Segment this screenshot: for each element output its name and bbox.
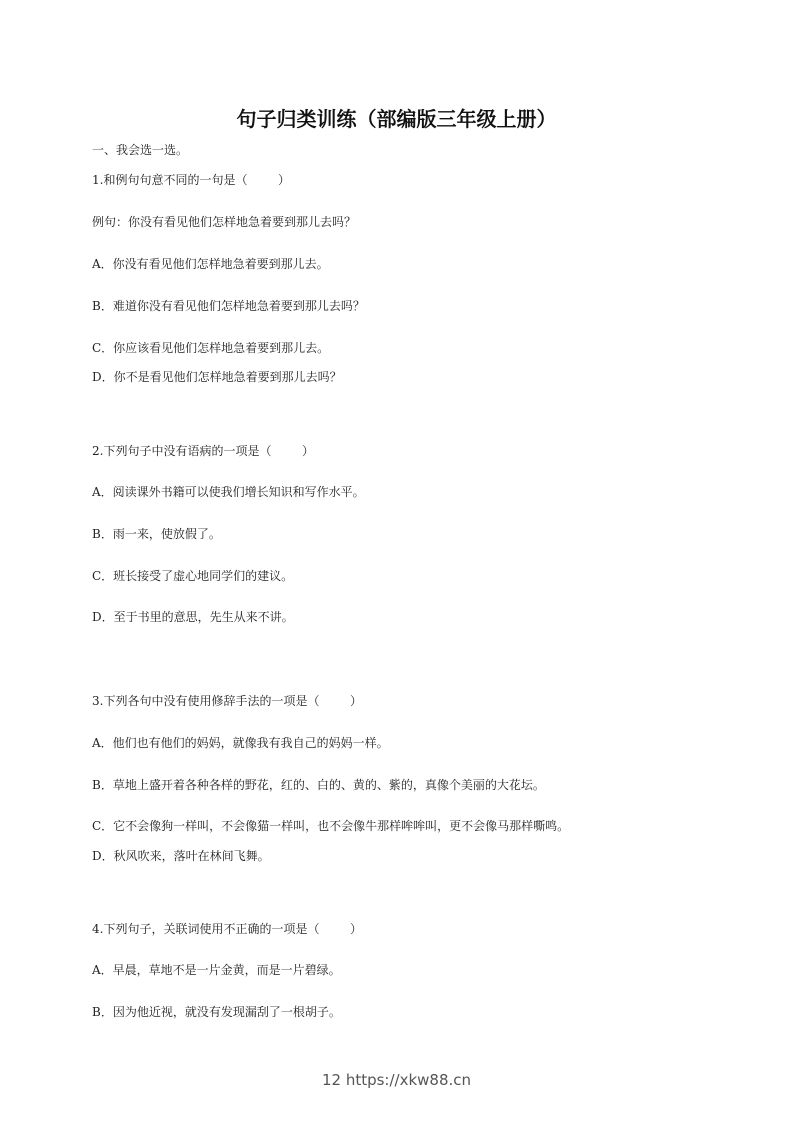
question-stem: 3.下列各句中没有使用修辞手法的一项是（ ） bbox=[92, 694, 362, 708]
section-heading: 一、我会选一选。 bbox=[92, 143, 189, 157]
option-c: C．班长接受了虚心地同学们的建议。 bbox=[92, 569, 294, 583]
option-b: B．因为他近视，就没有发现漏刮了一根胡子。 bbox=[92, 1005, 341, 1019]
option-b: B．难道你没有看见他们怎样地急着要到那儿去吗？ bbox=[92, 299, 365, 313]
option-a: A．阅读课外书籍可以使我们增长知识和写作水平。 bbox=[92, 485, 365, 499]
option-a: A．他们也有他们的妈妈，就像我有我自己的妈妈一样。 bbox=[92, 736, 389, 750]
option-a: A．早晨，草地不是一片金黄，而是一片碧绿。 bbox=[92, 963, 341, 977]
option-b: B．雨一来，使放假了。 bbox=[92, 527, 221, 541]
page-title: 句子归类训练（部编版三年级上册） bbox=[236, 107, 557, 131]
question-stem: 2.下列句子中没有语病的一项是（ ） bbox=[92, 444, 314, 458]
option-d: D．秋风吹来，落叶在林间飞舞。 bbox=[92, 849, 270, 863]
option-c: C．你应该看见他们怎样地急着要到那儿去。 bbox=[92, 341, 330, 355]
option-b: B．草地上盛开着各种各样的野花，红的、白的、黄的、紫的，真像个美丽的大花坛。 bbox=[92, 778, 545, 792]
option-c: C．它不会像狗一样叫，不会像猫一样叫，也不会像牛那样哞哞叫，更不会像马那样嘶鸣。 bbox=[92, 819, 570, 833]
question-stem: 4.下列句子，关联词使用不正确的一项是（ ） bbox=[92, 922, 362, 936]
page-footer: 12 https://xkw88.cn bbox=[321, 1071, 472, 1089]
option-d: D．你不是看见他们怎样地急着要到那儿去吗？ bbox=[92, 370, 342, 384]
option-a: A．你没有看见他们怎样地急着要到那儿去。 bbox=[92, 257, 329, 271]
option-d: D．至于书里的意思，先生从来不讲。 bbox=[92, 610, 294, 624]
question-stem: 1.和例句句意不同的一句是（ ） bbox=[92, 173, 290, 187]
example-sentence: 例句：你没有看见他们怎样地急着要到那儿去吗？ bbox=[92, 215, 357, 229]
